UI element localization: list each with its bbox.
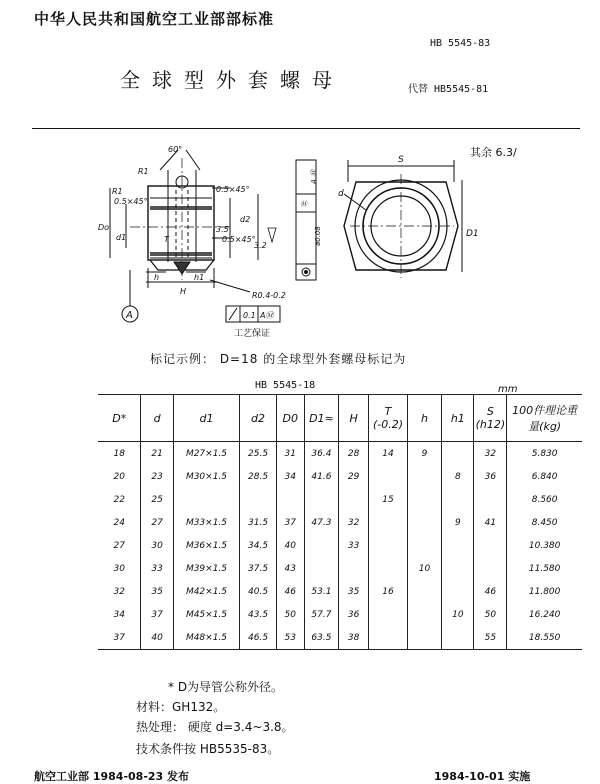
table-cell-d0: 46 — [276, 580, 304, 603]
table-cell-t — [369, 534, 408, 557]
effective-date: 1984-10-01 实施 — [434, 770, 531, 783]
table-cell-h — [339, 557, 369, 580]
table-cell-w: 11.580 — [507, 557, 582, 580]
header-cell: D* — [98, 395, 141, 442]
organization-header: 中华人民共和国航空工业部部标准 — [34, 10, 275, 28]
header-cell: H — [339, 395, 369, 442]
table-cell-d2: 43.5 — [240, 603, 277, 626]
table-cell-d1 — [304, 488, 338, 511]
table-cell-t — [369, 511, 408, 534]
technical-drawing — [0, 130, 600, 360]
table-cell-t: 14 — [369, 442, 408, 466]
table-cell-t — [369, 603, 408, 626]
table-cell-h: 36 — [339, 603, 369, 626]
table-cell-d1 — [304, 534, 338, 557]
table-cell-s: 36 — [474, 465, 507, 488]
table-cell-d1: M42×1.5 — [173, 580, 240, 603]
table-cell-d1: M33×1.5 — [173, 511, 240, 534]
table-cell-d: 40 — [141, 626, 173, 650]
table-cell-d2: 28.5 — [240, 465, 277, 488]
table-cell-d0: 53 — [276, 626, 304, 650]
table-cell-s: 46 — [474, 580, 507, 603]
table-cell-d0: 34 — [276, 465, 304, 488]
table-cell-d: 30 — [113, 563, 125, 574]
table-cell-h: 35 — [339, 580, 369, 603]
table-cell-h1 — [442, 626, 474, 650]
table-cell-h1 — [442, 442, 474, 466]
label-do: Do — [98, 223, 110, 232]
table-cell-s: 55 — [474, 626, 507, 650]
table-cell-h1: 10 — [442, 603, 474, 626]
table-cell-h — [407, 603, 441, 626]
label-angle: 60° — [168, 145, 183, 154]
table-cell-h: 29 — [339, 465, 369, 488]
table-cell-d1: 36.4 — [304, 442, 338, 466]
table-cell-w: 18.550 — [507, 626, 582, 650]
table-cell-s — [474, 534, 507, 557]
header-cell: D0 — [276, 395, 304, 442]
table-cell-h: 28 — [339, 442, 369, 466]
table-cell-h1 — [442, 557, 474, 580]
table-cell-s — [474, 557, 507, 580]
table-cell-d: 21 — [141, 442, 173, 466]
table-cell-h: 32 — [339, 511, 369, 534]
table-cell-h — [407, 580, 441, 603]
table-cell-h: 33 — [339, 534, 369, 557]
label-d2: d2 — [240, 215, 251, 224]
header-cell: D1≈ — [304, 395, 338, 442]
table-cell-w: 11.800 — [507, 580, 582, 603]
table-cell-d0: 43 — [276, 557, 304, 580]
header-cell: 100件理论重量(kg) — [507, 395, 582, 442]
table-cell-d1: M39×1.5 — [173, 557, 240, 580]
table-cell-d: 37 — [98, 626, 141, 650]
table-cell-h — [339, 488, 369, 511]
table-cell-d1: 57.7 — [304, 603, 338, 626]
table-unit: mm — [498, 384, 518, 395]
header-cell: S (h12) — [474, 395, 507, 442]
table-cell-h: 9 — [407, 442, 441, 466]
table-cell-d1: 41.6 — [304, 465, 338, 488]
table-row — [98, 534, 582, 557]
table-cell-w: 10.380 — [507, 534, 582, 557]
table-cell-t — [369, 465, 408, 488]
heat-treatment-note: 热处理： 硬度 d=3.4~3.8。 — [136, 720, 294, 734]
label-d-front: d — [338, 189, 344, 199]
table-cell-h — [407, 488, 441, 511]
table-cell-s — [474, 488, 507, 511]
table-cell-d1: M36×1.5 — [173, 534, 240, 557]
header-cell: d2 — [240, 395, 277, 442]
table-cell-s: 41 — [474, 511, 507, 534]
table-cell-d2: 46.5 — [240, 626, 277, 650]
table-cell-h — [407, 626, 441, 650]
label-d1: d1 — [116, 233, 127, 242]
table-cell-h — [407, 465, 441, 488]
tol-m-label: Ⓜ — [300, 200, 307, 208]
table-cell-d1: M48×1.5 — [173, 626, 240, 650]
table-code: HB 5545-18 — [255, 380, 316, 391]
document-title: 全球型外套螺母 — [120, 68, 344, 92]
table-cell-d: 22 — [113, 494, 125, 505]
table-body — [98, 442, 582, 650]
header-cell: d — [141, 395, 173, 442]
footnote: * D为导管公称外径。 — [168, 680, 284, 694]
tol-value-label: ⌀0.08 — [314, 226, 322, 246]
table-cell-h1 — [442, 488, 474, 511]
table-cell-d: 27 — [113, 540, 125, 551]
technical-conditions-note: 技术条件按 HB5535-83。 — [136, 742, 280, 756]
label-surf-32: 3.2 — [254, 241, 267, 250]
table-cell-h1 — [442, 534, 474, 557]
tol-ref-label: A Ⓜ — [310, 169, 318, 184]
table-cell-d2: 34.5 — [240, 534, 277, 557]
roughness-note: 其余 6.3/ — [470, 146, 517, 159]
table-cell-d1: M30×1.5 — [173, 465, 240, 488]
issue-date: 航空工业部 1984-08-23 发布 — [34, 770, 190, 783]
table-cell-d: 24 — [113, 517, 125, 528]
table-cell-d1 — [173, 488, 240, 511]
table-cell-t — [369, 557, 408, 580]
table-cell-t: 15 — [369, 488, 408, 511]
label-h-left: h — [154, 273, 160, 282]
table-cell-w: 8.560 — [507, 488, 582, 511]
table-cell-d0: 50 — [276, 603, 304, 626]
label-chamfer-top: 0.5×45° — [216, 185, 250, 194]
table-cell-d0: 40 — [276, 534, 304, 557]
header-cell: d1 — [173, 395, 240, 442]
table-cell-d: 33 — [141, 557, 173, 580]
label-s: S — [398, 155, 404, 165]
table-cell-h: 38 — [339, 626, 369, 650]
table-cell-h1: 8 — [442, 465, 474, 488]
standard-number: HB 5545-83 — [430, 38, 491, 49]
bottom-tol-ref: AⓂ — [260, 311, 274, 320]
table-row — [98, 557, 582, 580]
table-cell-d: 37 — [141, 603, 173, 626]
table-row — [98, 465, 582, 488]
table-cell-d: 35 — [141, 580, 173, 603]
label-radius: R0.4-0.2 — [252, 291, 286, 300]
header-cell: h1 — [442, 395, 474, 442]
section-view — [110, 150, 276, 292]
table-row — [98, 603, 582, 626]
table-cell-h — [407, 534, 441, 557]
table-cell-d: 23 — [141, 465, 173, 488]
table-row — [98, 626, 582, 650]
table-cell-d: 32 — [113, 586, 125, 597]
table-cell-d: 25 — [141, 488, 173, 511]
header-cell: h — [407, 395, 441, 442]
table-cell-d1: 53.1 — [304, 580, 338, 603]
label-t: T — [164, 235, 169, 244]
table-cell-d2: 37.5 — [240, 557, 277, 580]
table-cell-d1: 47.3 — [304, 511, 338, 534]
table-cell-d1 — [304, 557, 338, 580]
table-cell-h1 — [442, 580, 474, 603]
front-view — [344, 160, 462, 278]
label-r1-left: R1 — [112, 187, 123, 196]
material-note: 材料：GH132。 — [136, 700, 226, 714]
table-cell-d: 20 — [113, 471, 125, 482]
table-cell-d: 27 — [141, 511, 173, 534]
table-cell-d: 34 — [113, 609, 125, 620]
table-cell-d0 — [276, 488, 304, 511]
table-cell-d2: 25.5 — [240, 442, 277, 466]
table-cell-d1: 63.5 — [304, 626, 338, 650]
table-cell-d2: 31.5 — [240, 511, 277, 534]
table-cell-s: 32 — [474, 442, 507, 466]
table-cell-d2 — [240, 488, 277, 511]
label-chamfer-mid: 0.5×45° — [222, 235, 256, 244]
label-r1-top: R1 — [138, 167, 149, 176]
table-cell-d0: 37 — [276, 511, 304, 534]
label-d1-front: D1 — [466, 229, 479, 239]
spec-table — [98, 394, 582, 650]
label-h1: h1 — [194, 273, 205, 282]
table-cell-d1: M27×1.5 — [173, 442, 240, 466]
header-divider — [32, 128, 580, 129]
table-cell-d1: M45×1.5 — [173, 603, 240, 626]
table-row — [98, 488, 582, 511]
label-chamfer-left: 0.5×45° — [114, 197, 148, 206]
table-cell-w: 8.450 — [507, 511, 582, 534]
bottom-tol-value: 0.1 — [243, 311, 256, 320]
table-cell-w: 5.830 — [507, 442, 582, 466]
table-cell-t — [369, 626, 408, 650]
table-cell-d0: 31 — [276, 442, 304, 466]
table-cell-t: 16 — [369, 580, 408, 603]
table-cell-d: 18 — [113, 448, 125, 459]
replaces-note: 代替 HB5545-81 — [408, 84, 489, 95]
header-cell: T (-0.2) — [369, 395, 408, 442]
table-row — [98, 511, 582, 534]
table-cell-h1: 9 — [442, 511, 474, 534]
table-row — [98, 442, 582, 466]
table-cell-s: 50 — [474, 603, 507, 626]
label-dim-35: 3.5 — [216, 225, 229, 234]
label-h: H — [180, 287, 187, 296]
table-cell-w: 16.240 — [507, 603, 582, 626]
table-header-row — [98, 395, 582, 442]
table-cell-d: 30 — [141, 534, 173, 557]
table-cell-w: 6.840 — [507, 465, 582, 488]
marking-example: 标记示例： D=18 的全球型外套螺母标记为 — [150, 352, 407, 366]
table-cell-h — [407, 511, 441, 534]
table-row — [98, 580, 582, 603]
table-cell-d2: 40.5 — [240, 580, 277, 603]
datum-label: A — [126, 310, 133, 321]
process-note: 工艺保证 — [234, 329, 271, 339]
table-cell-h: 10 — [407, 557, 441, 580]
